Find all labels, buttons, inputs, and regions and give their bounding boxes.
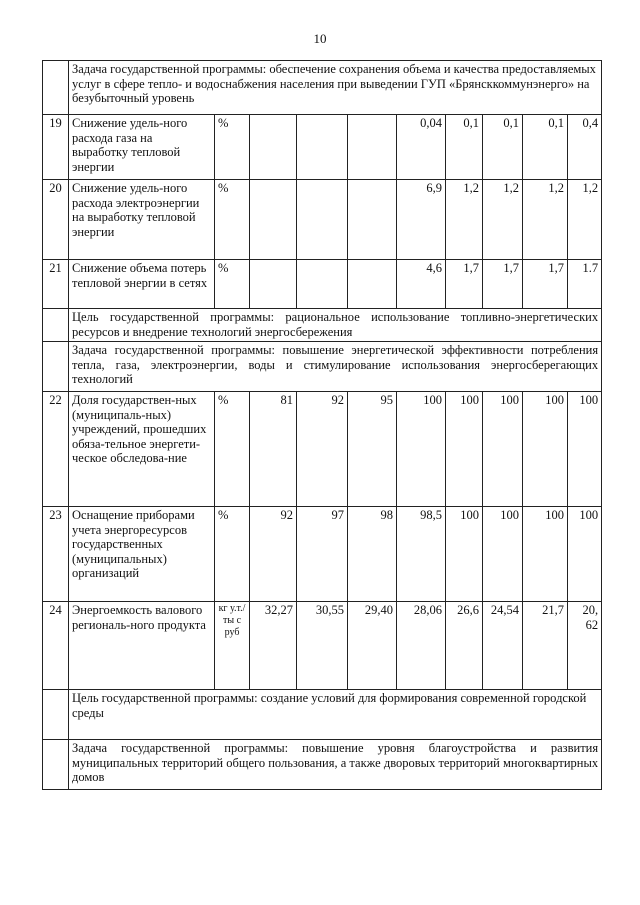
section-row (43, 690, 602, 740)
indicator-name: Энергоемкость валового региональ-ного продукта (69, 602, 215, 690)
value-cell: 100 (568, 392, 602, 507)
indicator-unit: % (215, 260, 250, 309)
section-row (43, 61, 602, 115)
indicator-name: Снижение удель-ного расхода газа на выработку тепловой энергии (69, 115, 215, 180)
value-cell: 1,2 (523, 180, 568, 260)
empty-cell (43, 690, 69, 740)
value-cell: 21,7 (523, 602, 568, 690)
value-cell (297, 115, 348, 180)
value-cell: 29,40 (348, 602, 397, 690)
row-number: 22 (43, 392, 69, 507)
section-row (43, 740, 602, 790)
value-cell: 1,7 (483, 260, 523, 309)
empty-cell (43, 309, 69, 342)
value-cell: 32,27 (250, 602, 297, 690)
row-number: 20 (43, 180, 69, 260)
value-cell (250, 260, 297, 309)
value-cell: 100 (397, 392, 446, 507)
value-cell: 26,6 (446, 602, 483, 690)
row-number: 19 (43, 115, 69, 180)
value-cell: 1.7 (568, 260, 602, 309)
indicator-unit: % (215, 180, 250, 260)
empty-cell (43, 61, 69, 115)
value-cell: 100 (446, 507, 483, 602)
table-row (43, 180, 602, 260)
section-row (43, 342, 602, 392)
value-cell: 92 (250, 507, 297, 602)
table-row (43, 602, 602, 690)
section-goal-energy: Цель государственной программы: рациональное использование топливно-энергетических ресурсов и внедрение технологий энергосбережения (69, 309, 602, 342)
value-cell (250, 180, 297, 260)
value-cell: 97 (297, 507, 348, 602)
section-task-heating: Задача государственной программы: обеспечение сохранения объема и качества предоставляемых услуг в сфере тепло- и водоснабжения населения при выведении ГУП «Брянсккоммунэнерго» на безубыточный уровень (69, 61, 602, 115)
value-cell: 0,1 (483, 115, 523, 180)
value-cell: 0,1 (446, 115, 483, 180)
value-cell: 100 (483, 507, 523, 602)
value-cell: 1,7 (523, 260, 568, 309)
row-number: 23 (43, 507, 69, 602)
value-cell: 6,9 (397, 180, 446, 260)
value-cell (297, 260, 348, 309)
value-cell: 98 (348, 507, 397, 602)
value-cell (348, 260, 397, 309)
indicator-name: Снижение объема потерь тепловой энергии в сетях (69, 260, 215, 309)
value-cell: 1,2 (568, 180, 602, 260)
value-cell: 81 (250, 392, 297, 507)
value-cell: 100 (446, 392, 483, 507)
value-cell: 92 (297, 392, 348, 507)
value-cell (348, 115, 397, 180)
section-task-urban: Задача государственной программы: повышение уровня благоустройства и развития муниципальных территорий общего пользования, а также дворовых территорий многоквартирных домов (69, 740, 602, 790)
value-cell: 100 (523, 392, 568, 507)
value-cell: 98,5 (397, 507, 446, 602)
value-cell: 28,06 (397, 602, 446, 690)
value-cell: 1,2 (446, 180, 483, 260)
value-cell: 24,54 (483, 602, 523, 690)
value-cell: 4,6 (397, 260, 446, 309)
table-row (43, 507, 602, 602)
value-cell: 100 (483, 392, 523, 507)
indicator-name: Снижение удель-ного расхода электроэнергии на выработку тепловой энергии (69, 180, 215, 260)
row-number: 21 (43, 260, 69, 309)
value-cell: 100 (523, 507, 568, 602)
value-cell: 100 (568, 507, 602, 602)
indicators-table (42, 60, 602, 790)
table-row (43, 392, 602, 507)
value-cell (348, 180, 397, 260)
indicator-unit: кг у.т./ты с руб (215, 602, 250, 690)
value-cell: 20, 62 (568, 602, 602, 690)
value-cell: 1,7 (446, 260, 483, 309)
value-cell (250, 115, 297, 180)
indicator-name: Оснащение приборами учета энергоресурсов государственных (муниципальных) организаций (69, 507, 215, 602)
value-cell: 0,1 (523, 115, 568, 180)
row-number: 24 (43, 602, 69, 690)
indicator-unit: % (215, 392, 250, 507)
indicator-unit: % (215, 115, 250, 180)
empty-cell (43, 342, 69, 392)
value-cell: 0,04 (397, 115, 446, 180)
section-goal-urban: Цель государственной программы: создание условий для формирования современной городской среды (69, 690, 602, 740)
section-row (43, 309, 602, 342)
value-cell: 30,55 (297, 602, 348, 690)
indicator-name: Доля государствен-ных (муниципаль-ных) учреждений, прошедших обяза-тельное энергети-ческое обследова-ние (69, 392, 215, 507)
value-cell (297, 180, 348, 260)
value-cell: 0,4 (568, 115, 602, 180)
table-row (43, 260, 602, 309)
page-number: 10 (313, 31, 327, 46)
section-task-energy: Задача государственной программы: повышение энергетической эффективности потребления тепла, газа, электроэнергии, воды и стимулирование использования энергосберегающих технологий (69, 342, 602, 392)
value-cell: 95 (348, 392, 397, 507)
value-cell: 1,2 (483, 180, 523, 260)
indicator-unit: % (215, 507, 250, 602)
empty-cell (43, 740, 69, 790)
table-row (43, 115, 602, 180)
